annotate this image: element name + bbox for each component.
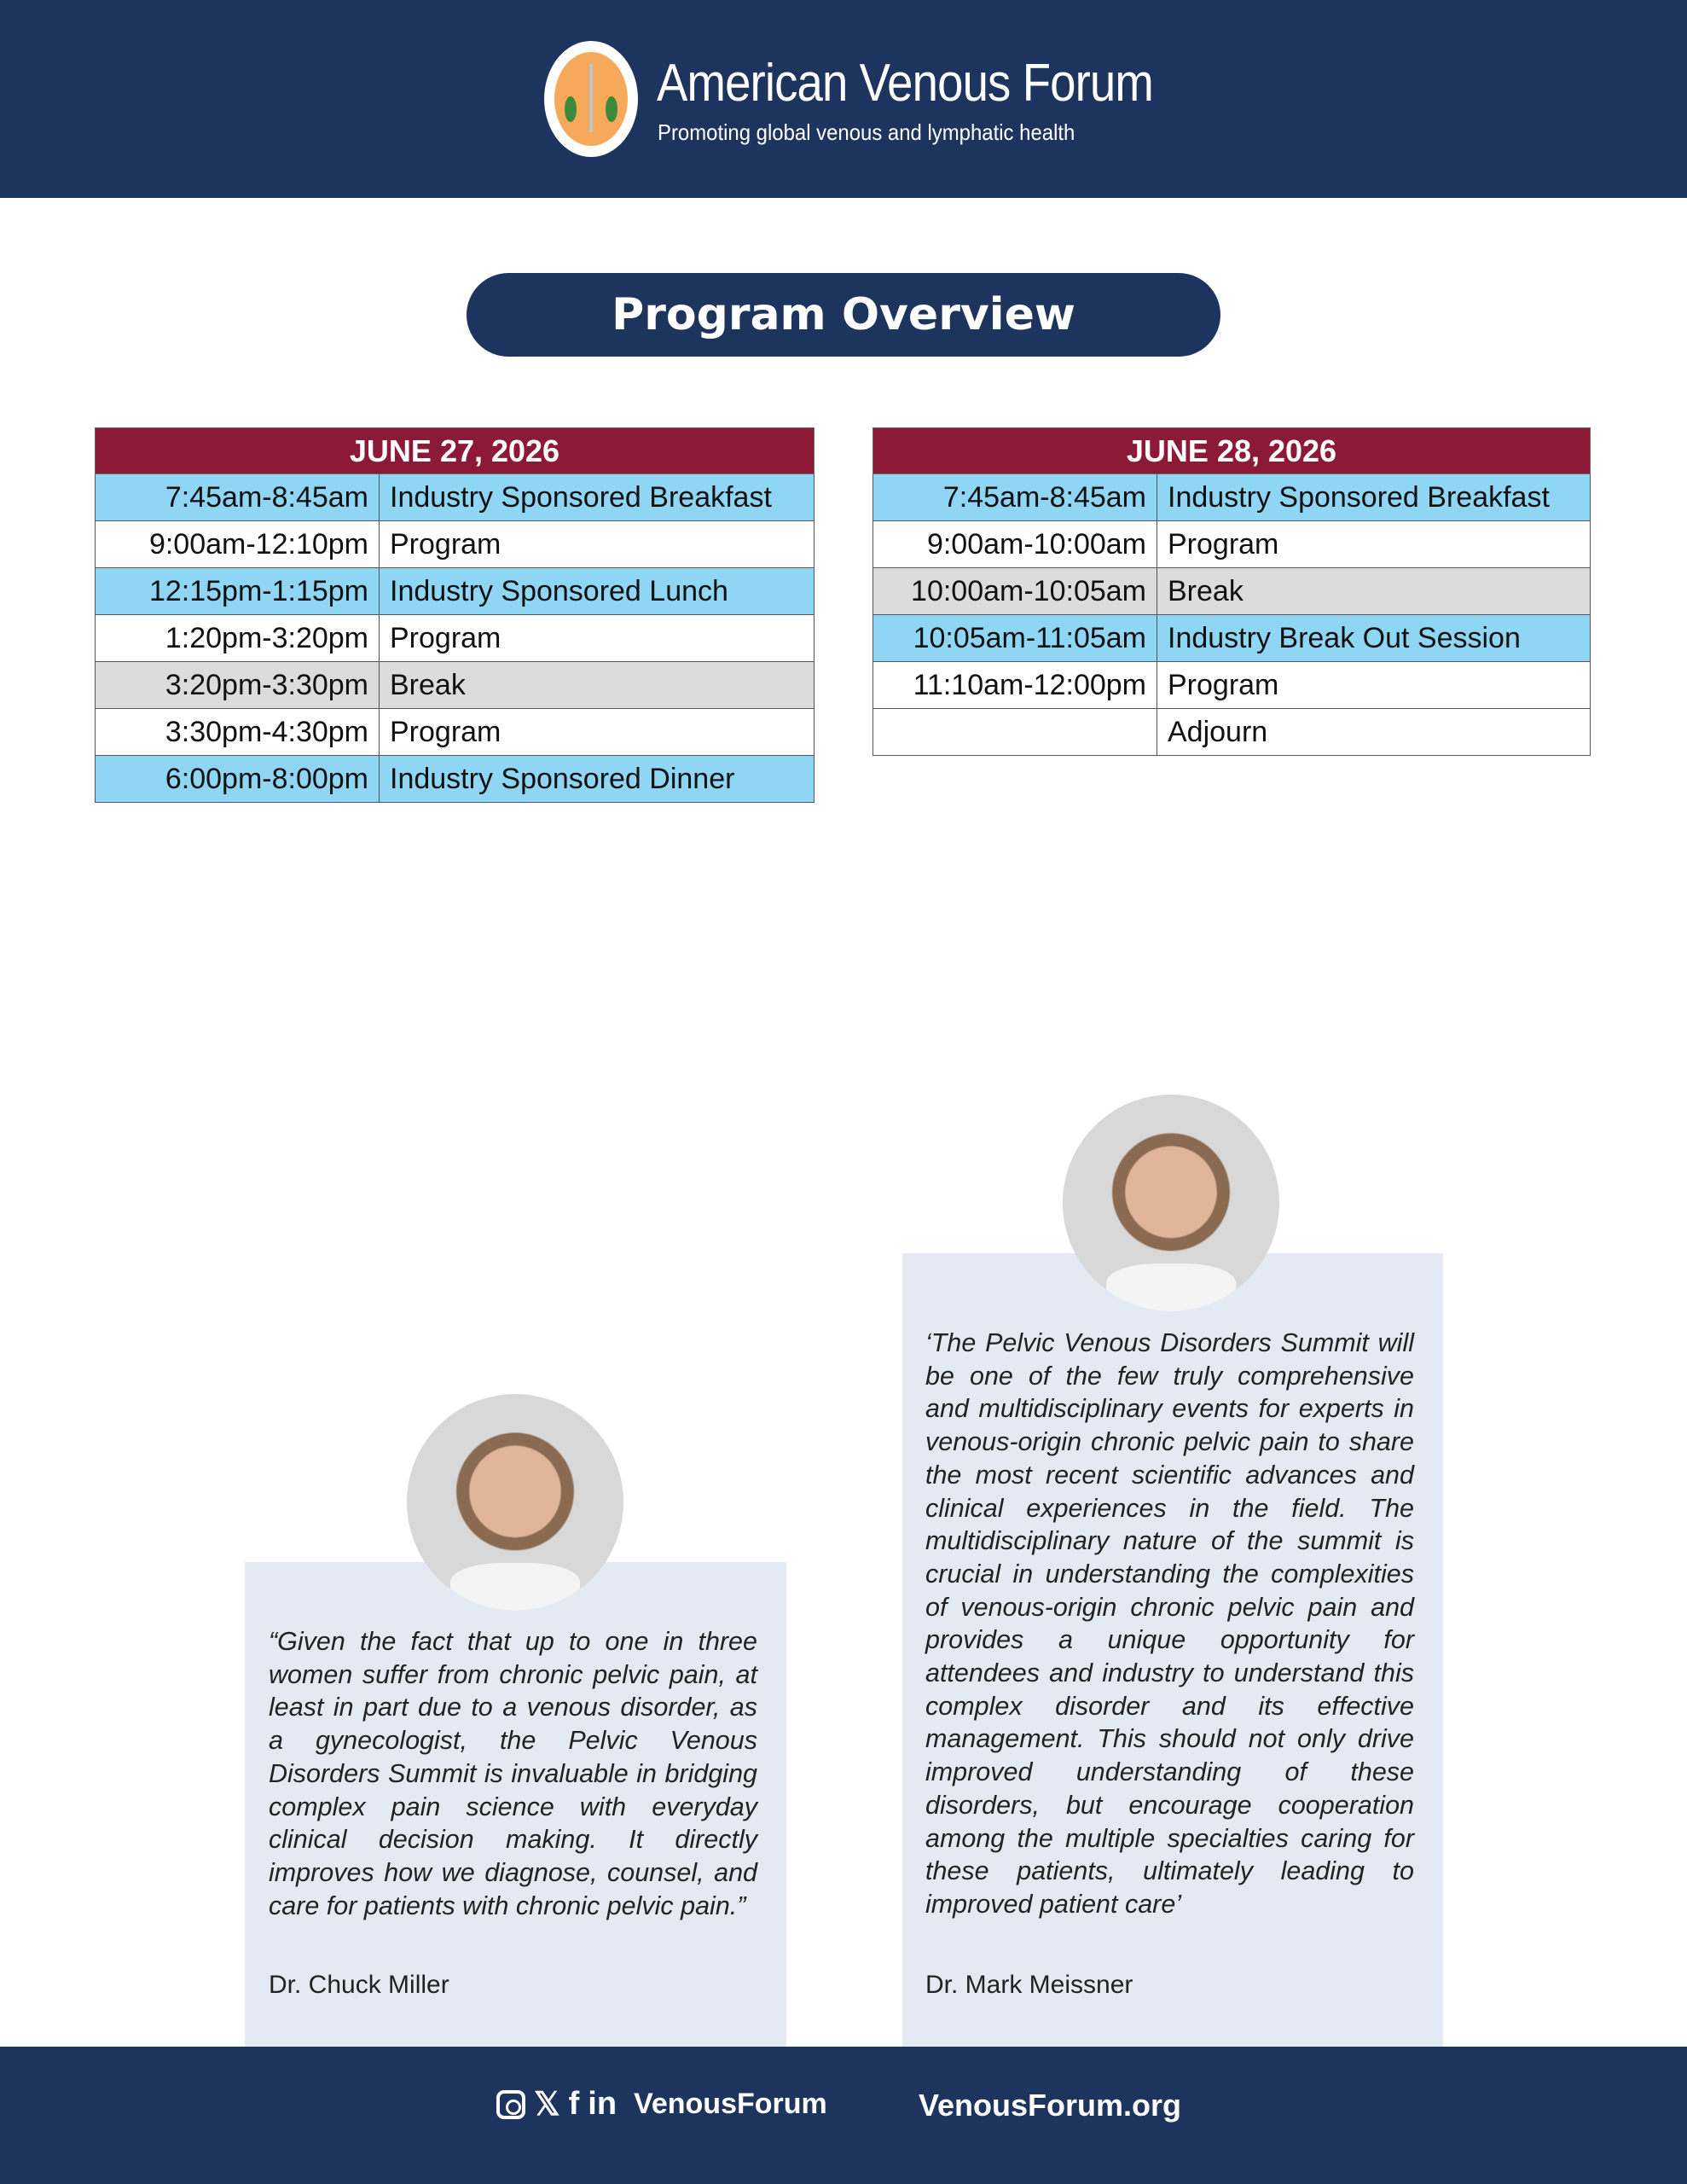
testimonial-author: Dr. Chuck Miller <box>269 1971 449 1999</box>
row-time: 9:00am-12:10pm <box>96 521 380 568</box>
row-time: 6:00pm-8:00pm <box>96 756 380 803</box>
schedule-row <box>96 521 815 568</box>
row-event: Program <box>380 521 815 568</box>
schedule-row <box>96 756 815 803</box>
row-event: Industry Sponsored Breakfast <box>380 474 815 521</box>
schedule-row <box>96 709 815 756</box>
schedule-row <box>96 615 815 662</box>
row-time: 3:20pm-3:30pm <box>96 662 380 709</box>
row-time <box>873 709 1157 756</box>
schedule-row <box>873 521 1591 568</box>
page-title: Program Overview <box>467 273 1220 357</box>
row-time: 10:00am-10:05am <box>873 568 1157 615</box>
social-links <box>496 2085 827 2123</box>
testimonial-author: Dr. Mark Meissner <box>925 1971 1133 1999</box>
day2-date: JUNE 28, 2026 <box>873 428 1591 474</box>
schedule-row <box>96 662 815 709</box>
header <box>0 0 1687 198</box>
row-event: Industry Break Out Session <box>1157 615 1591 662</box>
schedule-row <box>96 568 815 615</box>
row-time: 10:05am-11:05am <box>873 615 1157 662</box>
row-event: Adjourn <box>1157 709 1591 756</box>
row-event: Industry Sponsored Breakfast <box>1157 474 1591 521</box>
schedule-row <box>873 474 1591 521</box>
row-event: Industry Sponsored Dinner <box>380 756 815 803</box>
linkedin-icon[interactable]: in <box>588 2086 617 2122</box>
schedule-row <box>873 568 1591 615</box>
row-event: Program <box>1157 662 1591 709</box>
brand-subtitle: Promoting global venous and lymphatic health <box>658 119 1075 145</box>
instagram-icon[interactable] <box>496 2090 525 2119</box>
schedule-day1 <box>95 427 815 803</box>
footer <box>0 2047 1687 2184</box>
schedule-day2 <box>872 427 1591 756</box>
row-event: Break <box>1157 568 1591 615</box>
row-event: Break <box>380 662 815 709</box>
website-link[interactable]: VenousForum.org <box>919 2088 1182 2123</box>
portrait-mark-meissner <box>1063 1095 1279 1311</box>
schedule-row <box>96 474 815 521</box>
testimonial-quote: ‘The Pelvic Venous Disorders Summit will be one of the few truly comprehensive and multidisciplinary events for experts in venous-origin chronic pelvic pain to share the most recent scientific advances and clinical experiences in the field. The multidisciplinary nature of the summit is crucial in understanding the complexities of venous-origin chronic pelvic pain and provides a unique opportunity for attendees and industry to understand this complex disorder and its effective management. This should not only drive improved understanding of these disorders, but encourage cooperation among the multiple specialties caring for these patients, ultimately leading to improved patient care’ <box>925 1328 1414 1919</box>
day1-date: JUNE 27, 2026 <box>96 428 815 474</box>
row-time: 7:45am-8:45am <box>873 474 1157 521</box>
schedule-row <box>873 615 1591 662</box>
testimonial-quote: “Given the fact that up to one in three women suffer from chronic pelvic pain, at least in part due to a venous disorder, as a gynecologist, the Pelvic Venous Disorders Summit is invaluable in bridging complex pain science with everyday clinical decision making. It directly improves how we diagnose, counsel, and care for patients with chronic pelvic pain.” <box>269 1627 757 1920</box>
portrait-chuck-miller <box>407 1394 623 1611</box>
row-event: Industry Sponsored Lunch <box>380 568 815 615</box>
brand-title: American Venous Forum <box>657 54 1153 113</box>
schedule-row <box>873 662 1591 709</box>
x-icon[interactable]: 𝕏 <box>534 2087 560 2123</box>
row-time: 12:15pm-1:15pm <box>96 568 380 615</box>
row-time: 3:30pm-4:30pm <box>96 709 380 756</box>
row-time: 9:00am-10:00am <box>873 521 1157 568</box>
row-event: Program <box>380 709 815 756</box>
row-time: 1:20pm-3:20pm <box>96 615 380 662</box>
row-time: 7:45am-8:45am <box>96 474 380 521</box>
row-time: 11:10am-12:00pm <box>873 662 1157 709</box>
row-event: Program <box>1157 521 1591 568</box>
social-handle: VenousForum <box>634 2088 827 2120</box>
schedule-row <box>873 709 1591 756</box>
facebook-icon[interactable]: f <box>568 2086 580 2122</box>
row-event: Program <box>380 615 815 662</box>
avf-logo <box>544 41 638 157</box>
